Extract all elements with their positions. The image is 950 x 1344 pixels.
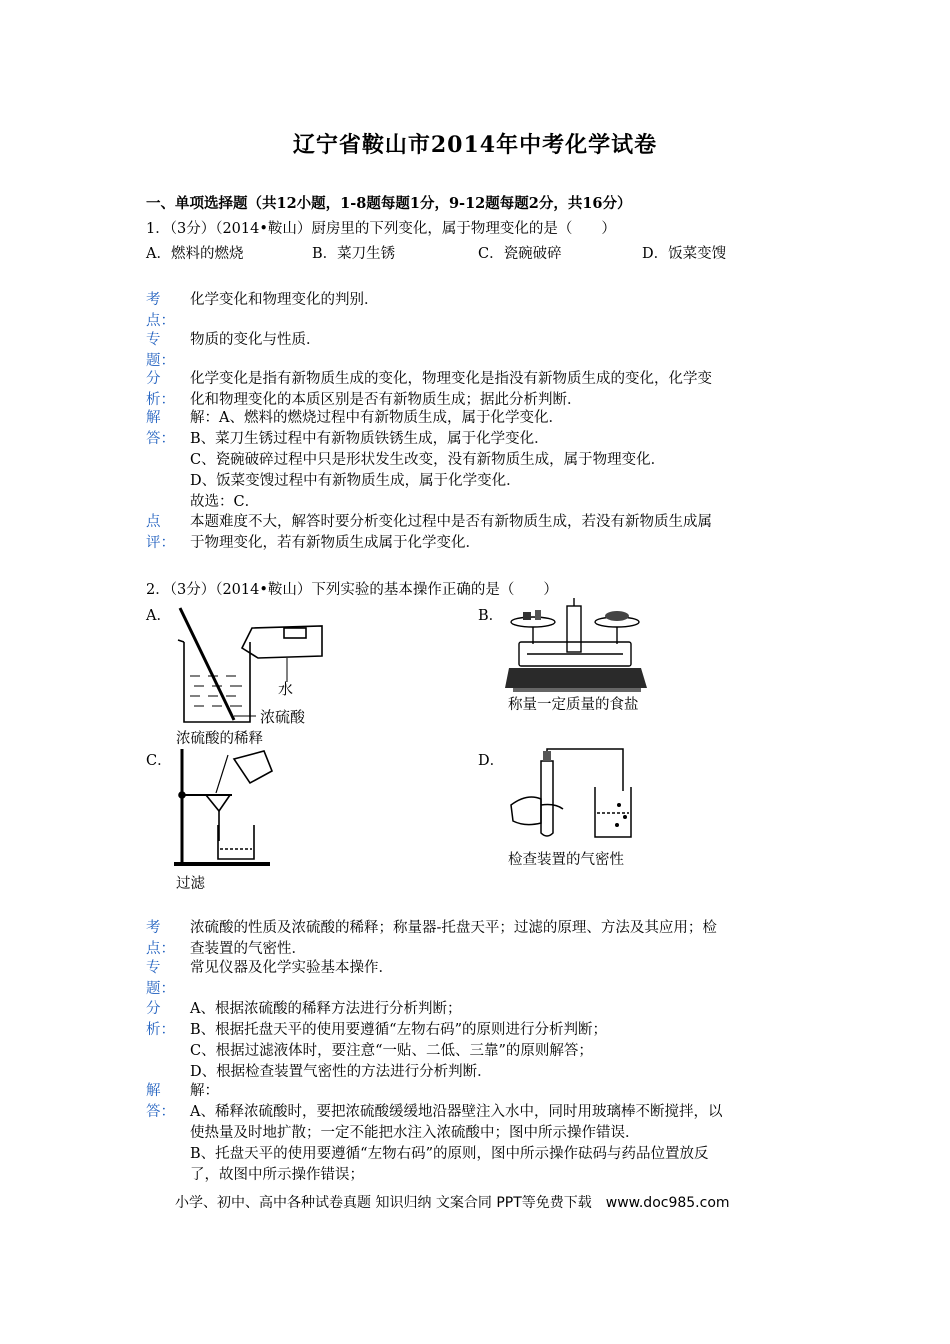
text-line: C、瓷碗破碎过程中只是形状发生改变，没有新物质生成，属于物理变化． xyxy=(190,452,666,468)
caption-c: 过滤 xyxy=(176,876,205,892)
q2-stem: 2．（3分）（2014•鞍山）下列实验的基本操作正确的是（ ） xyxy=(146,582,558,598)
text-line: B、根据托盘天平的使用要遵循“左物右码”的原则进行分析判断； xyxy=(190,1022,607,1038)
text-line: 化学变化和物理变化的判别． xyxy=(190,292,379,308)
fenxi-label: 分 析： xyxy=(146,371,175,408)
q1-option-d: D．饭菜变馊 xyxy=(642,246,727,262)
text-line: 故选：C． xyxy=(190,494,260,510)
zhuanti-label: 专 题： xyxy=(146,332,175,369)
text-line: 解： xyxy=(190,1083,219,1099)
kaodian-label: 考 点： xyxy=(146,292,175,329)
footer-link[interactable]: 小学、初中、高中各种试卷真题 知识归纳 文案合同 PPT等免费下载 www.doc985.com xyxy=(175,1195,730,1211)
text-line: C、根据过滤液体时，要注意“一贴、二低、三靠”的原则解答； xyxy=(190,1043,593,1059)
q1-option-b: B．菜刀生锈 xyxy=(312,246,396,262)
dianping-label: 点 评： xyxy=(146,514,175,551)
text-line: 使热量及时地扩散；一定不能把水注入浓硫酸中；图中所示操作错误． xyxy=(190,1125,640,1141)
q1-option-c: C．瓷碗破碎 xyxy=(478,246,562,262)
text-line: 常见仪器及化学实验基本操作． xyxy=(190,960,393,976)
fenxi-label: 分 析： xyxy=(146,1001,175,1038)
caption-b: 称量一定质量的食盐 xyxy=(508,697,639,713)
fig-a-acid-label: 浓硫酸 xyxy=(260,708,306,726)
figure-balance xyxy=(505,598,650,694)
text-line: 于物理变化，若有新物质生成属于化学变化． xyxy=(190,535,480,551)
text-line: A、稀释浓硫酸时，要把浓硫酸缓缓地沿器壁注入水中，同时用玻璃棒不断搅拌，以 xyxy=(190,1104,723,1120)
fig-a-water-label: 水 xyxy=(278,680,294,698)
q2-option-a: A． xyxy=(146,608,171,624)
text-line: 解：A、燃料的燃烧过程中有新物质生成，属于化学变化． xyxy=(190,410,563,426)
text-line: 本题难度不大，解答时要分析变化过程中是否有新物质生成，若没有新物质生成属 xyxy=(190,514,712,530)
text-line: 浓硫酸的性质及浓硫酸的稀释；称量器-托盘天平；过滤的原理、方法及其应用；检 xyxy=(190,920,717,936)
text-line: A、根据浓硫酸的稀释方法进行分析判断； xyxy=(190,1001,462,1017)
kaodian-label: 考 点： xyxy=(146,920,175,957)
text-line: 化学变化是指有新物质生成的变化，物理变化是指没有新物质生成的变化，化学变 xyxy=(190,371,712,387)
q1-option-a: A．燃料的燃烧 xyxy=(146,246,244,262)
q2-option-d: D． xyxy=(478,753,505,769)
text-line: 物质的变化与性质． xyxy=(190,332,321,348)
text-line: D、根据检查装置气密性的方法进行分析判断． xyxy=(190,1064,492,1080)
jieda-label: 解 答： xyxy=(146,410,175,447)
figure-airtightness xyxy=(505,743,645,843)
text-line: 化和物理变化的本质区别是否有新物质生成；据此分析判断． xyxy=(190,392,582,408)
figure-filtration xyxy=(172,745,282,870)
caption-a: 浓硫酸的稀释 xyxy=(176,731,263,747)
figure-acid-dilution xyxy=(172,600,352,730)
text-line: 了，故图中所示操作错误； xyxy=(190,1167,364,1183)
q1-stem: 1．（3分）（2014•鞍山）厨房里的下列变化，属于物理变化的是（ ） xyxy=(146,221,616,237)
section-heading: 一、单项选择题（共12小题，1-8题每题1分，9-12题每题2分，共16分） xyxy=(146,195,632,212)
text-line: B、托盘天平的使用要遵循“左物右码”的原则，图中所示操作砝码与药品位置放反 xyxy=(190,1146,709,1162)
q2-option-c: C． xyxy=(146,753,172,769)
jieda-label: 解 答： xyxy=(146,1083,175,1120)
caption-d: 检查装置的气密性 xyxy=(508,852,624,868)
text-line: 查装置的气密性． xyxy=(190,941,306,957)
q2-option-b: B． xyxy=(478,608,504,624)
zhuanti-label: 专 题： xyxy=(146,960,175,997)
page-title: 辽宁省鞍山市2014年中考化学试卷 xyxy=(292,132,658,158)
text-line: D、饭菜变馊过程中有新物质生成，属于化学变化． xyxy=(190,473,521,489)
text-line: B、菜刀生锈过程中有新物质铁锈生成，属于化学变化． xyxy=(190,431,549,447)
